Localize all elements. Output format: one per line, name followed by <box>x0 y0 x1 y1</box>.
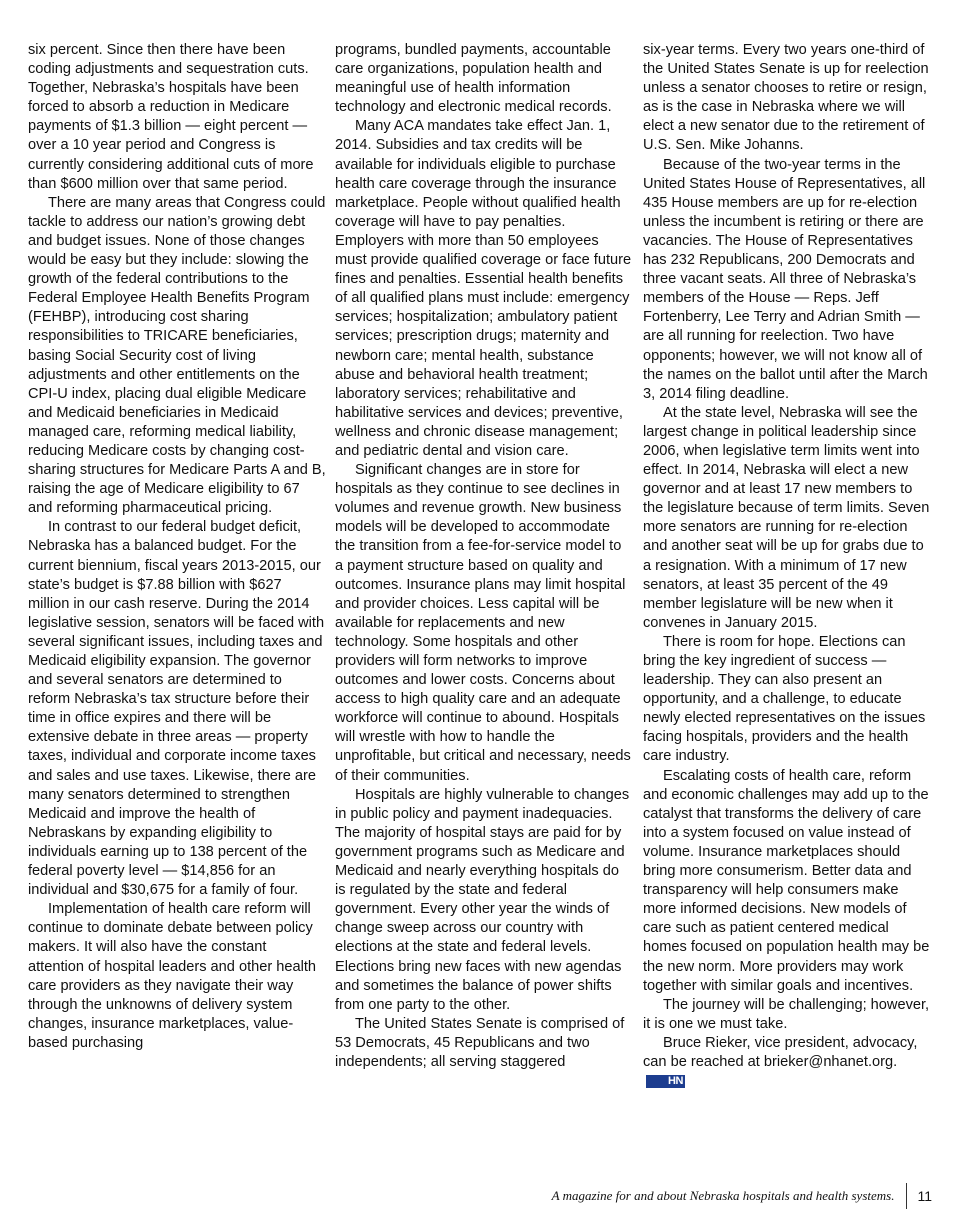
paragraph: At the state level, Nebraska will see the largest change in political leadership since 2006, when legislative term limits went into effect. In 2014, Nebraska will elect a new governor and at least 17 new members to the legislature because of term limits. Seven more senators are running for re-election and another seat will be up for grabs due to a resignation. With a minimum of 17 new senators, at least 35 percent of the 49 member legislature will be new when it convenes in January 2015. <box>643 404 930 631</box>
author-contact-text: Bruce Rieker, vice president, advocacy, can be reached at brieker@nhanet.org. <box>643 1034 918 1070</box>
paragraph: There are many areas that Congress could tackle to address our nation’s growing debt and budget issues. None of those changes would be easy but they include: slowing the growth of the federal contributions to the Federal Employee Health Benefits Program (FEHBP), introducing cost sharing responsibilities to TRICARE beneficiaries, basing Social Security cost of living adjustments and other entitlements on the CPI-U index, placing dual eligible Medicare and Medicaid beneficiaries in Medicaid managed care, reforming medical liability, reducing Medicare costs by changing cost-sharing structures for Medicare Parts A and B, raising the age of Medicare eligibility to 67 and reforming pharmaceutical pricing. <box>28 194 326 517</box>
page-footer <box>552 1183 932 1209</box>
paragraph: Escalating costs of health care, reform and economic challenges may add up to the catalyst that transforms the delivery of care into a system focused on value instead of volume. Insurance marketplaces should bring more consumerism. Better data and transparency will help consumers make more informed decisions. New models of care such as patient centered medical homes focused on population health may be the new norm. More providers may work together with similar goals and incentives. <box>643 767 930 994</box>
paragraph: Because of the two-year terms in the United States House of Representatives, all 435 House members are up for re-election unless the incumbent is retiring or there are vacancies. The House of Representatives has 232 Republicans, 200 Democrats and three vacant seats. All three of Nebraska’s members of the House — Reps. Jeff Fortenberry, Lee Terry and Adrian Smith — are all running for reelection. Two have opponents; however, we will not know all of the names on the ballot until after the March 3, 2014 filing deadline. <box>643 156 928 402</box>
paragraph: six percent. Since then there have been coding adjustments and sequestration cuts. Together, Nebraska’s hospitals have been forced to absorb a reduction in Medicare payments of $1.3 billion — eight percent — over a 10 year period and Congress is currently considering additional cuts of more than $600 million over that same period. <box>28 42 314 192</box>
paragraph: The United States Senate is comprised of 53 Democrats, 45 Republicans and two independents; all serving staggered <box>335 1015 625 1070</box>
text-column-3 <box>643 41 935 1091</box>
magazine-tagline: A magazine for and about Nebraska hospitals and health systems. <box>551 1188 895 1203</box>
text-column-2 <box>335 41 633 1072</box>
paragraph: six-year terms. Every two years one-third of the United States Senate is up for reelection unless a senator chooses to retire or resign, as is the case in Nebraska where we will elect a new senator due to the retirement of U.S. Sen. Mike Johanns. <box>643 42 929 154</box>
paragraph: Significant changes are in store for hospitals as they continue to see declines in volumes and revenue growth. New business models will be developed to accommodate the transition from a fee-for-service model to a payment structure based on quality and outcomes. Insurance plans may limit hospital and provider choices. Less capital will be available for replacements and new technology. Some hospitals and other providers will form networks to improve outcomes and lower costs. Concerns about access to high quality care and an adequate workforce will continue to abound. Hospitals will wrestle with how to handle the unprofitable, but critical and necessary, needs of their communities. <box>335 462 631 784</box>
author-contact <box>643 1034 935 1091</box>
paragraph: Implementation of health care reform will continue to dominate debate between policy makers. It will also have the constant attention of hospital leaders and other health care providers as they navigate their way through the unknowns of delivery system changes, insurance marketplaces, value-based purchasing <box>28 901 317 1051</box>
text-column-1 <box>28 41 326 1053</box>
end-mark-logo: HN <box>646 1075 685 1088</box>
paragraph: Hospitals are highly vulnerable to changes in public policy and payment inadequacies. The majority of hospital stays are paid for by government programs such as Medicare and Medicaid and nearly everything hospitals do is regulated by the state and federal government. Every other year the winds of change sweep across our country with elections at the state and federal levels. Elections bring new faces with new agendas and sometimes the balance of power shifts from one party to the other. <box>335 786 630 1013</box>
paragraph: Many ACA mandates take effect Jan. 1, 2014. Subsidies and tax credits will be available for individuals eligible to purchase health care coverage through the insurance marketplace. People without qualified health coverage will have to pay penalties. Employers with more than 50 employees must provide qualified coverage or face future fines and penalties. Essential health benefits of all qualified plans must include: emergency services; hospitalization; ambulatory patient services; prescription drugs; maternity and newborn care; mental health, substance abuse and behavioral health treatment; laboratory services; rehabilitative and habilitative services and devices; preventive, wellness and chronic disease management; and pediatric dental and vision care. <box>335 118 632 459</box>
paragraph: In contrast to our federal budget deficit, Nebraska has a balanced budget. For the current biennium, fiscal years 2013-2015, our state’s budget is $7.88 billion with $627 million in our cash reserve. During the 2014 legislative session, senators will be faced with several significant issues, including taxes and Medicaid eligibility expansion. The governor and several senators are determined to reform Nebraska’s tax structure before their time in office expires and there will be extensive debate in three areas — property taxes, individual and corporate income taxes and sales and use taxes. Likewise, there are many senators determined to strengthen Medicaid and improve the health of Nebraskans by expanding eligibility to individuals earning up to 138 percent of the federal poverty level — $14,856 for an individual and $30,675 for a family of four. <box>28 519 325 899</box>
paragraph: The journey will be challenging; however, it is one we must take. <box>643 996 930 1032</box>
paragraph: There is room for hope. Elections can bring the key ingredient of success — leadership. They can also present an opportunity, and a challenge, to educate newly elected representatives on the issues facing hospitals, providers and the health care industry. <box>643 633 926 765</box>
paragraph: programs, bundled payments, accountable care organizations, population health and meaningful use of health information technology and electronic medical records. <box>335 42 612 116</box>
page-number: 11 <box>917 1188 932 1204</box>
